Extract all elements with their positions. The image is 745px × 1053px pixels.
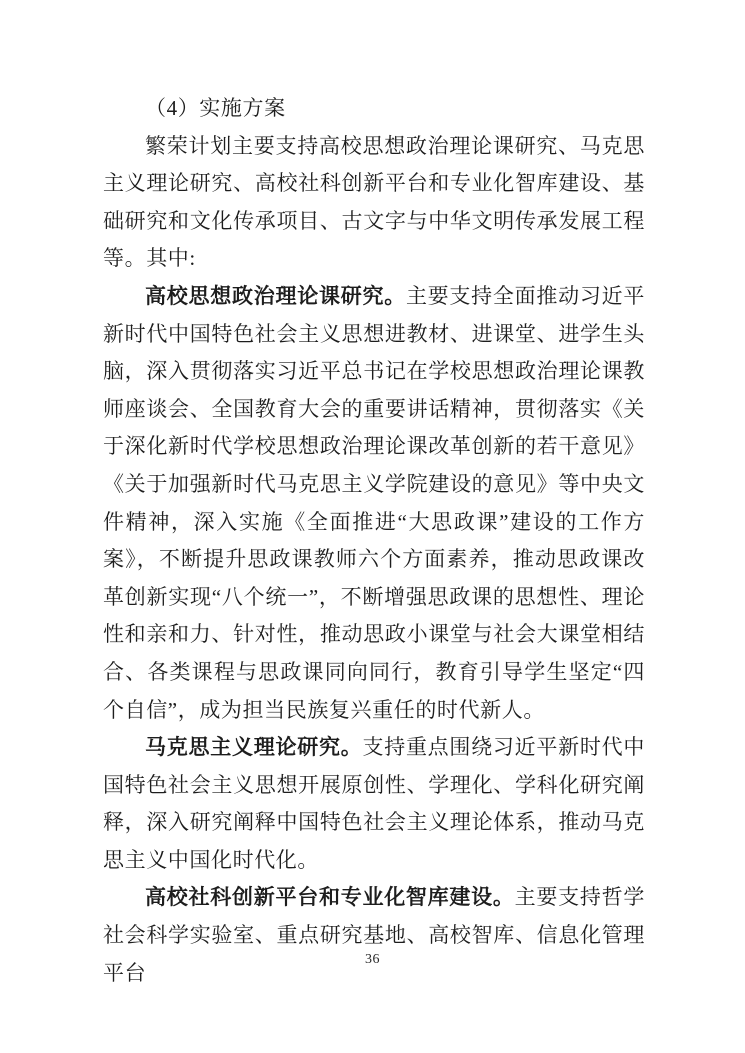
- paragraph-innovation-platform-thinktank: [103, 879, 645, 992]
- paragraph-intro-text: 繁荣计划主要支持高校思想政治理论课研究、马克思主义理论研究、高校社科创新平台和专业化智库建设、基础研究和文化传承项目、古文字与中华文明传承发展工程等。其中:: [103, 133, 645, 271]
- paragraph-lead-bold: 马克思主义理论研究。: [145, 735, 363, 760]
- paragraph-ideological-course-research: [103, 278, 645, 729]
- page-number: 36: [365, 952, 380, 967]
- section-heading-text: （4）实施方案: [145, 96, 286, 120]
- paragraph-intro: [103, 128, 645, 278]
- paragraph-marxist-theory-research: [103, 729, 645, 879]
- paragraph-body-text: 主要支持全面推动习近平新时代中国特色社会主义思想进教材、进课堂、进学生头脑，深入贯彻落实习近平总书记在学校思想政治理论课教师座谈会、全国教育大会的重要讲话精神，贯彻落实《关于深化新时代学校思想政治理论课改革创新的若干意见》《关于加强新时代马克思主义学院建设的意见》等中央文件精神，深入实施《全面推进“大思政课”建设的工作方案》，不断提升思政课教师六个方面素养，推动思政课改革创新实现“八个统一”，不断增强思政课的思想性、理论性和亲和力、针对性，推动思政小课堂与社会大课堂相结合、各类课程与思政课同向同行，教育引导学生坚定“四个自信”，成为担当民族复兴重任的时代新人。: [103, 283, 645, 722]
- paragraph-body-text: 主要支持哲学社会科学实验室、重点研究基地、高校智库、信息化管理平台: [103, 885, 645, 985]
- paragraph-lead-bold: 高校社科创新平台和专业化智库建设。: [145, 885, 515, 910]
- paragraph-lead-bold: 高校思想政治理论课研究。: [145, 283, 406, 308]
- document-body: [103, 90, 645, 992]
- section-heading: [103, 90, 645, 128]
- paragraph-body-text: 支持重点围绕习近平新时代中国特色社会主义思想开展原创性、学理化、学科化研究阐释，深入研究阐释中国特色社会主义理论体系，推动马克思主义中国化时代化。: [103, 735, 645, 872]
